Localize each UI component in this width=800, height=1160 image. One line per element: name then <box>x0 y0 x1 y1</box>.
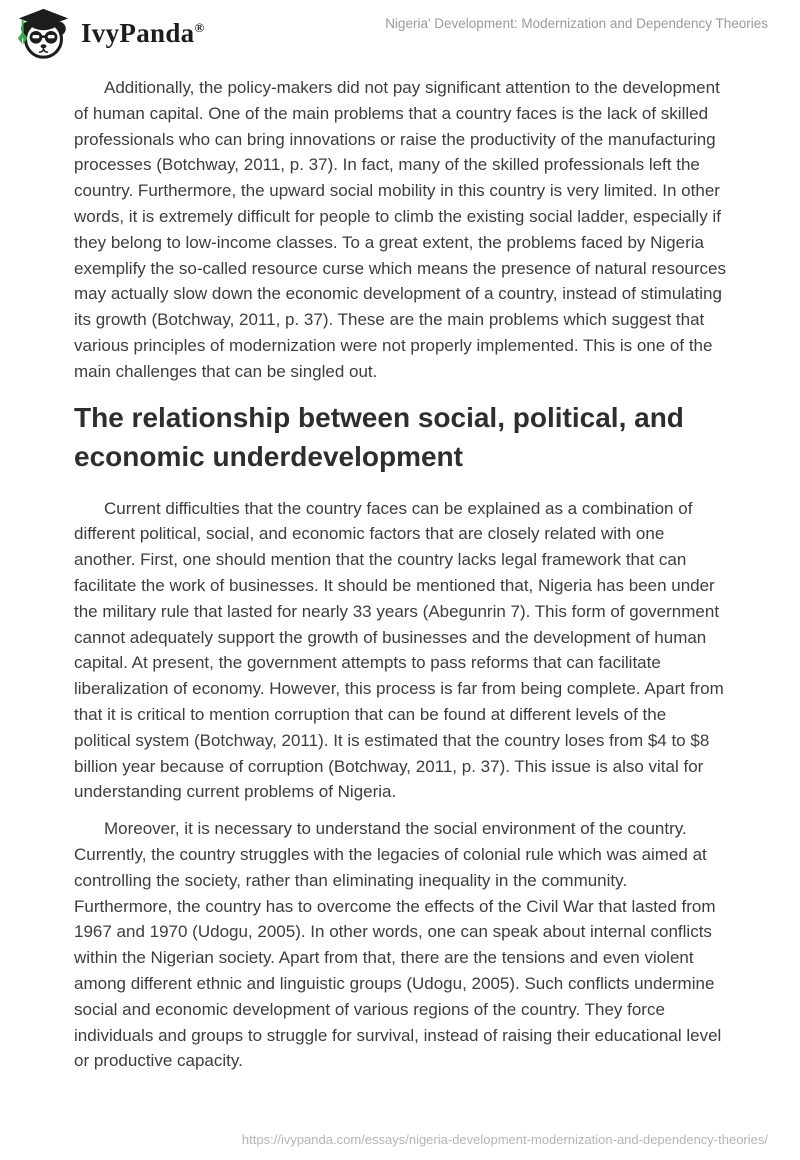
essay-paragraph-1: Additionally, the policy-makers did not pay significant attention to the development of human capital. One of the main problems that a country faces is the lack of skilled professionals who can bring innovations or raise the productivity of the manufacturing processes (Botchway, 2011, p. 37). In fact, many of the skilled professionals left the country. Furthermore, the upward social mobility in this country is very limited. In other words, it is extremely difficult for people to climb the existing social ladder, especially if they belong to low-income classes. To a great extent, the problems faced by Nigeria exemplify the so-called resource curse which means the presence of natural resources may actually slow down the economic development of a country, instead of stimulating its growth (Botchway, 2011, p. 37). These are the main problems which suggest that various principles of modernization were not properly implemented. This is one of the main challenges that can be singled out. <box>74 78 726 381</box>
ivypanda-logo <box>15 7 204 60</box>
registered-trademark-symbol: ® <box>194 20 205 35</box>
page-header <box>0 0 800 70</box>
essay-paragraph-3: Moreover, it is necessary to understand the social environment of the country. Currently, the country struggles with the legacies of colonial rule which was aimed at controlling the society, rather than eliminating inequality in the community. Furthermore, the country has to overcome the effects of the Civil War that lasted from 1967 and 1970 (Udogu, 2005). In other words, one can speak about internal conflicts within the Nigerian society. Apart from that, there are the tensions and even violent among different ethnic and linguistic groups (Udogu, 2005). Such conflicts undermine social and economic development of various regions of the country. They force individuals and groups to struggle for survival, instead of raising their educational level or productive capacity. <box>74 819 722 1071</box>
logo-text: IvyPanda <box>81 18 195 48</box>
essay-paragraph-2: Current difficulties that the country faces can be explained as a combination of different political, social, and economic factors that are closely related with one another. First, one should mention that the country lacks legal framework that can facilitate the work of businesses. It should be mentioned that, Nigeria has been under the military rule that lasted for nearly 33 years (Abegunrin 7). This form of government cannot adequately support the growth of businesses and the development of human capital. At present, the government attempts to pass reforms that can facilitate liberalization of economy. However, this process is far from being complete. Apart from that it is critical to mention corruption that can be found at different levels of the political system (Botchway, 2011). It is estimated that the country loses from $4 to $8 billion year because of corruption (Botchway, 2011, p. 37). This issue is also vital for understanding current problems of Nigeria. <box>74 498 724 802</box>
document-title: Nigeria' Development: Modernization and Dependency Theories <box>385 16 768 31</box>
source-url: https://ivypanda.com/essays/nigeria-development-modernization-and-dependency-theories/ <box>241 1132 768 1147</box>
logo-wordmark <box>81 20 204 47</box>
section-heading: The relationship between social, political, and economic underdevelopment <box>74 401 684 472</box>
panda-graduate-icon <box>15 7 72 60</box>
